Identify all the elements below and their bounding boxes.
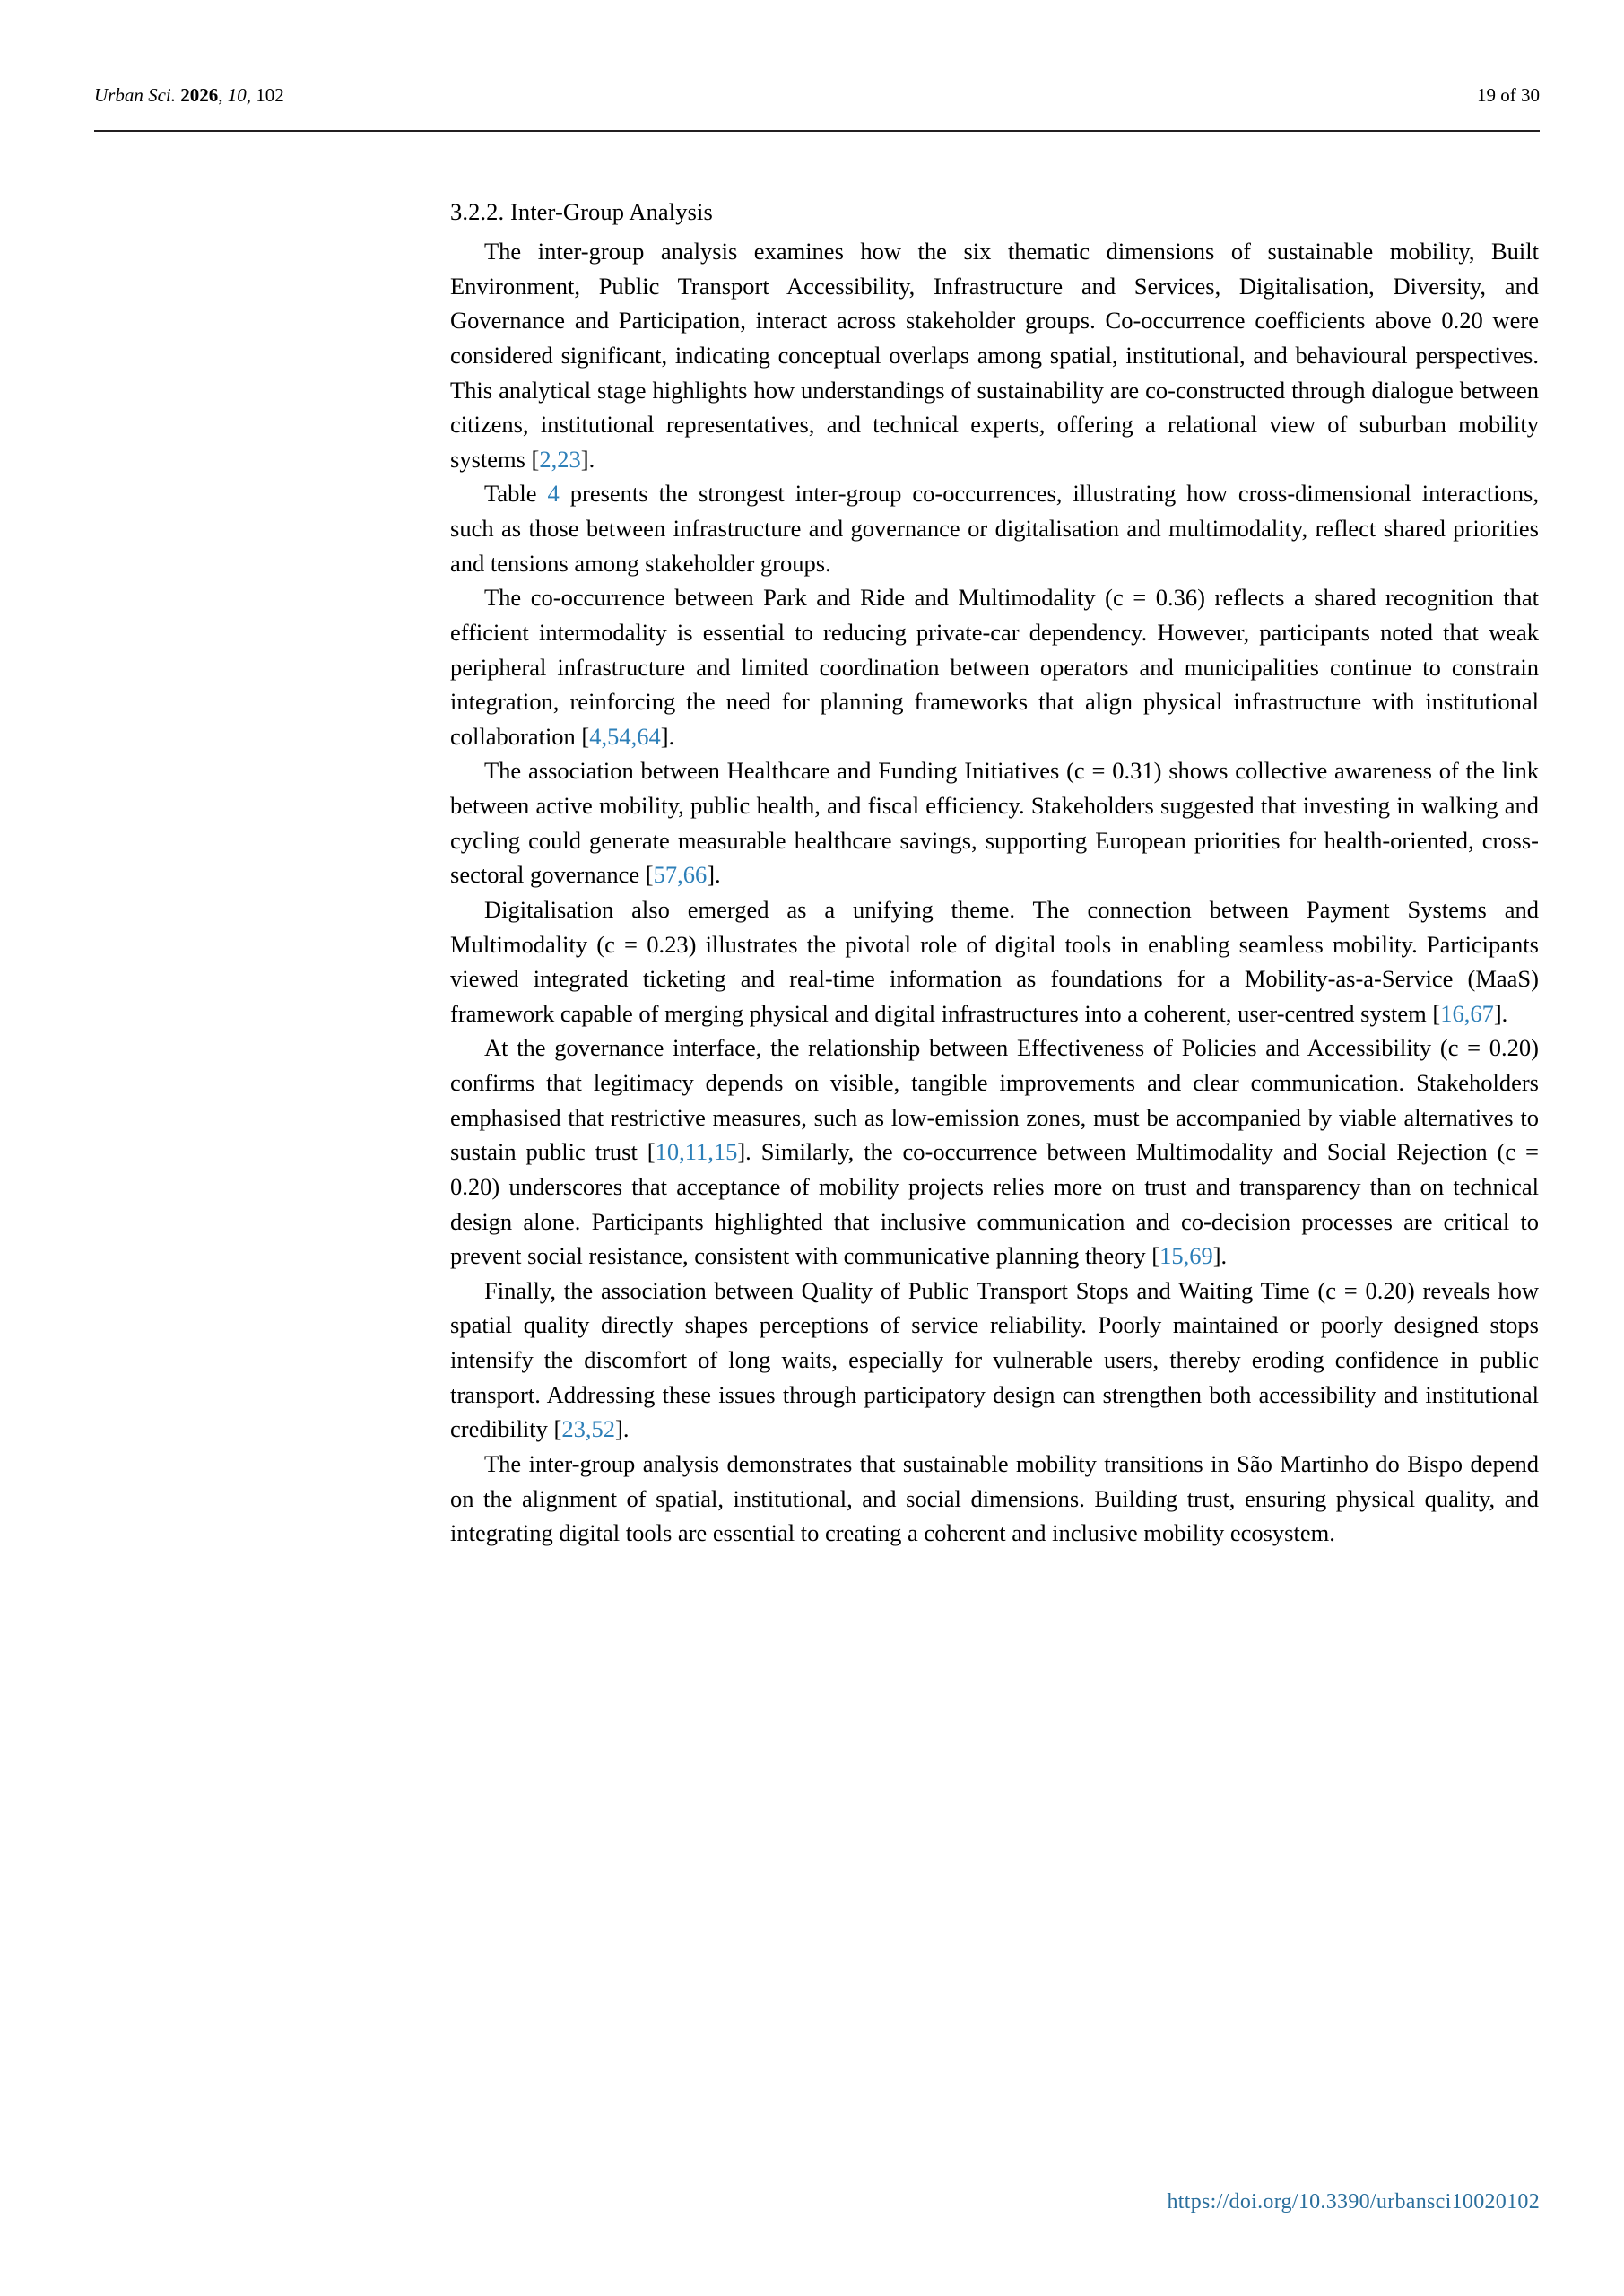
paragraph-stop-quality-waiting-time: Finally, the association between Quality of Public Transport Stops and Waiting Time (c = 0.20) reveals how spatial quality directly shapes perceptions of service reliability. Poorly maintained or poorly designed stops intensify the discomfort of long waits, especially for vulnerable users, thereby eroding confidence in public transport. Addressing these issues through participatory design can strengthen both accessibility and institutional credibility [23,52]. <box>450 1276 1539 1443</box>
paragraph-healthcare-funding: The association between Healthcare and Funding Initiatives (c = 0.31) shows collective awareness of the link between active mobility, public health, and fiscal efficiency. Stakeholders suggested that investing in walking and cycling could generate measurable healthcare savings, supporting European priorities for health-oriented, cross-sectoral governance [57,66]. <box>450 757 1539 889</box>
paragraph-governance-interface: At the governance interface, the relationship between Effectiveness of Policies and Accessibility (c = 0.20) confirms that legitimacy depends on visible, tangible improvements and clear communication. Stakeholders emphasised that restrictive measures, such as low-emission zones, must be accompanied by viable alternatives to sustain public trust [10,11,15]. Similarly, the co-occurrence between Multimodality and Social Rejection (c = 0.20) underscores that acceptance of mobility projects relies more on trust and transparency than on technical design alone. Participants highlighted that inclusive communication and co-decision processes are critical to prevent social resistance, consistent with communicative planning theory [15,69]. <box>450 1034 1540 1270</box>
paragraph-park-and-ride: The co-occurrence between Park and Ride and Multimodality (c = 0.36) reflects a shared recognition that efficient intermodality is essential to reducing private-car dependency. However, participants noted that weak peripheral infrastructure and limited coordination between operators and municipalities continue to constrain integration, reinforcing the need for planning frameworks that align physical infrastructure with institutional collaboration [4,54,64]. <box>450 584 1539 750</box>
citation-link-16-67[interactable]: 16,67 <box>1440 999 1494 1027</box>
paragraph-table-reference: Table 4 presents the strongest inter-group co-occurrences, illustrating how cross-dimensional interactions, such as those between infrastructure and governance or digitalisation and multimodality, reflect shared priorities and tensions among stakeholder groups. <box>450 480 1539 577</box>
citation-link-2-23[interactable]: 2,23 <box>539 445 581 473</box>
journal-article-number: 102 <box>256 84 284 106</box>
journal-year: 2026 <box>180 84 219 106</box>
section-heading: 3.2.2. Inter-Group Analysis <box>450 198 713 225</box>
header-divider <box>94 130 1540 132</box>
paragraph-intro-text: The inter-group analysis examines how the six thematic dimensions of sustainable mobility, Built Environment, Public Transport Accessibility, Infrastructure and Services, Digitalisation, Diversity, and Governance and Participation, interact across stakeholder groups. Co-occurrence coefficients above 0.20 were considered significant, indicating conceptual overlaps among spatial, institutional, and behavioural perspectives. This analytical stage highlights how understandings of sustainability are co-constructed through dialogue between citizens, institutional representatives, and technical experts, offering a relational view of suburban mobility systems [ <box>450 238 1539 473</box>
table-4-link[interactable]: 4 <box>547 480 560 508</box>
journal-volume: 10 <box>227 84 247 106</box>
citation-link-23-52[interactable]: 23,52 <box>561 1415 615 1443</box>
page-indicator: 19 of 30 <box>1477 84 1540 106</box>
citation-link-4-54-64[interactable]: 4,54,64 <box>589 722 661 750</box>
citation-link-10-11-15[interactable]: 10,11,15 <box>655 1138 738 1166</box>
citation-link-57-66[interactable]: 57,66 <box>653 861 708 889</box>
paragraph-conclusion: The inter-group analysis demonstrates that sustainable mobility transitions in São Martinho do Bispo depend on the alignment of spatial, institutional, and social dimensions. Building trust, ensuring physical quality, and integrating digital tools are essential to creating a coherent and inclusive mobility ecosystem. <box>450 1449 1539 1547</box>
citation-link-15-69[interactable]: 15,69 <box>1159 1242 1213 1270</box>
journal-name: Urban Sci. <box>94 84 176 106</box>
running-head <box>94 86 1540 113</box>
paragraph-intro: The inter-group analysis examines how the six thematic dimensions of sustainable mobility, Built Environment, Public Transport Accessibility, Infrastructure and Services, Digitalisation, Diversity, and Governance and Participation, interact across stakeholder groups. Co-occurrence coefficients above 0.20 were considered significant, indicating conceptual overlaps among spatial, institutional, and behavioural perspectives. This analytical stage highlights how understandings of sustainability are co-constructed through dialogue between citizens, institutional representatives, and technical experts, offering a relational view of suburban mobility systems [2,23]. <box>450 238 1539 473</box>
doi-footer <box>0 2189 1540 2215</box>
body-column <box>450 196 1539 1551</box>
doi-link[interactable]: https://doi.org/10.3390/urbansci10020102 <box>1167 2190 1540 2213</box>
paragraph-digitalisation: Digitalisation also emerged as a unifying theme. The connection between Payment Systems and Multimodality (c = 0.23) illustrates the pivotal role of digital tools in enabling seamless mobility. Participants viewed integrated ticketing and real-time information as foundations for a Mobility-as-a-Service (MaaS) framework capable of merging physical and digital infrastructures into a coherent, user-centred system [16,67]. <box>450 895 1539 1027</box>
journal-citation: Urban Sci. 2026, 10, 102 <box>94 84 284 106</box>
